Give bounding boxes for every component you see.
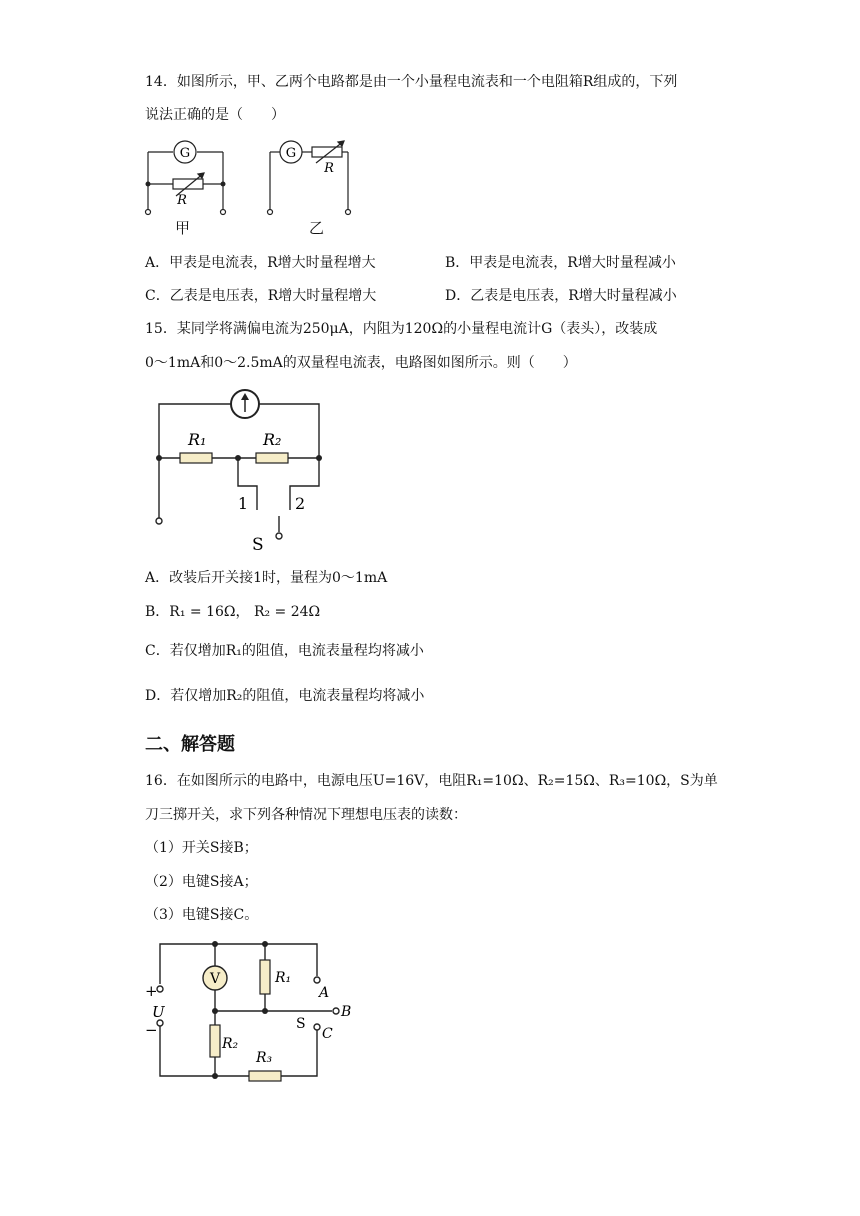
q15-pos2-label: 2 (295, 494, 306, 513)
q14-jia-resistor-label: R (177, 193, 187, 208)
q16-part-2: （2）电键S接A； (145, 874, 258, 890)
q14-option-c: C．乙表是电压表，R增大时量程增大 (145, 288, 377, 304)
q16-source-label: U (152, 1003, 165, 1021)
q14-circuit-yi (262, 138, 372, 218)
q14-yi-caption: 乙 (309, 219, 325, 237)
q14-circuit-jia (138, 138, 248, 218)
q15-r1-label: R₁ (188, 430, 207, 449)
q15-pos1-label: 1 (237, 494, 248, 513)
q15-option-d: D．若仅增加R₂的阻值，电流表量程均将减小 (145, 688, 425, 704)
q16-b-label: B (341, 1004, 352, 1020)
q14-yi-resistor-label: R (324, 161, 334, 176)
q14-stem-line2: 说法正确的是（ ） (145, 107, 285, 123)
q15-stem-line1: 15．某同学将满偏电流为250μA，内阻为120Ω的小量程电流计G（表头），改装成 (145, 321, 658, 337)
q15-option-b: B．R₁ = 16Ω， R₂ = 24Ω (145, 604, 321, 620)
q14-option-a: A．甲表是电流表，R增大时量程增大 (145, 255, 376, 271)
q16-circuit (142, 936, 362, 1081)
q15-option-c: C．若仅增加R₁的阻值，电流表量程均将减小 (145, 643, 424, 659)
section-title: 二、解答题 (145, 734, 235, 755)
q16-a-label: A (319, 985, 330, 1001)
q16-r1-label: R₁ (275, 970, 292, 986)
q16-stem-line1: 16．在如图所示的电路中，电源电压U=16V，电阻R₁=10Ω、R₂=15Ω、R₃=10Ω，S为单 (145, 773, 718, 789)
q14-stem-line1: 14．如图所示，甲、乙两个电路都是由一个小量程电流表和一个电阻箱R组成的，下列 (145, 74, 678, 90)
q15-switch-label: S (252, 535, 264, 555)
q14-option-b: B．甲表是电流表，R增大时量程减小 (445, 255, 676, 271)
q16-c-label: C (322, 1026, 333, 1042)
q15-circuit (150, 388, 340, 558)
q16-part-3: （3）电键S接C。 (145, 907, 259, 923)
q14-yi-meter-label: G (285, 146, 297, 161)
q16-stem-line2: 刀三掷开关，求下列各种情况下理想电压表的读数： (145, 807, 467, 823)
q15-option-a: A．改装后开关接1时，量程为0～1mA (145, 570, 388, 586)
q16-minus-label: − (145, 1021, 158, 1039)
q16-part-1: （1）开关S接B； (145, 840, 258, 856)
q16-r3-label: R₃ (256, 1050, 273, 1066)
q14-jia-caption: 甲 (175, 219, 191, 237)
q16-r2-label: R₂ (222, 1036, 239, 1052)
q16-switch-label: S (296, 1016, 306, 1032)
q15-stem-line2: 0～1mA和0～2.5mA的双量程电流表，电路图如图所示。则（ ） (145, 355, 577, 371)
q15-r2-label: R₂ (263, 430, 282, 449)
q14-jia-meter-label: G (179, 146, 191, 161)
q16-plus-label: + (145, 982, 158, 1000)
q16-voltmeter-label: V (209, 971, 221, 987)
q14-option-d: D．乙表是电压表，R增大时量程减小 (445, 288, 677, 304)
